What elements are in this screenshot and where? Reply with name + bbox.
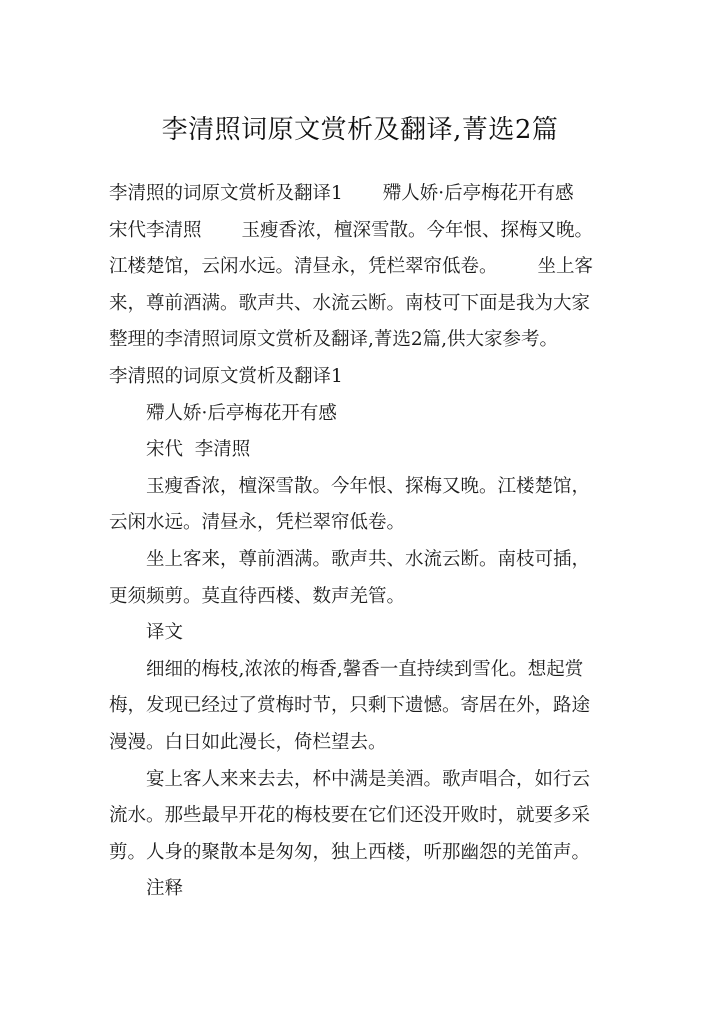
text-line: 流水。那些最早开花的梅枝要在它们还没开败时，就要多采 bbox=[109, 805, 591, 827]
text-line: 梅，发现已经过了赏梅时节，只剩下遗憾。寄居在外，路途 bbox=[109, 695, 591, 717]
text-line: 宴上客人来来去去，杯中满是美酒。歌声唱合，如行云 bbox=[146, 768, 591, 790]
text-line bbox=[109, 213, 614, 250]
section-heading: 注释 bbox=[146, 878, 184, 900]
text-line bbox=[109, 249, 614, 286]
text-line: 宋代 李清照 bbox=[146, 439, 251, 461]
text-segment: 玉瘦香浓，檀深雪散。今年恨、探梅又晚。 bbox=[241, 219, 594, 241]
section-heading: 译文 bbox=[146, 622, 184, 644]
text-line: 更须频剪。莫直待西楼、数声羌管。 bbox=[109, 585, 406, 607]
document-body bbox=[109, 176, 614, 908]
document-title: 李清照词原文赏析及翻译,菁选2篇 bbox=[161, 115, 559, 145]
text-line: 云闲水远。清昼永，凭栏翠帘低卷。 bbox=[109, 512, 406, 534]
text-segment: 殢人娇·后亭梅花开有感 bbox=[382, 183, 574, 204]
text-line: 玉瘦香浓，檀深雪散。今年恨、探梅又晚。江楼楚馆， bbox=[146, 475, 591, 497]
text-line: 殢人娇·后亭梅花开有感 bbox=[146, 402, 337, 424]
text-segment: 坐上客 bbox=[537, 256, 594, 278]
text-segment: 宋代李清照 bbox=[109, 219, 202, 241]
text-line: 剪。人身的聚散本是匆匆，独上西楼，听那幽怨的羌笛声。 bbox=[109, 841, 591, 863]
text-line bbox=[109, 176, 614, 213]
text-line: 来，尊前酒满。歌声共、水流云断。南枝可下面是我为大家 bbox=[109, 292, 591, 314]
text-segment: 江楼楚馆，云闲水远。清昼永，凭栏翠帘低卷。 bbox=[109, 256, 498, 278]
text-line: 坐上客来，尊前酒满。歌声共、水流云断。南枝可插， bbox=[146, 548, 591, 570]
text-line: 细细的梅枝,浓浓的梅香,馨香一直持续到雪化。想起赏 bbox=[146, 658, 584, 680]
text-line: 李清照的词原文赏析及翻译1 bbox=[109, 365, 343, 387]
text-line: 漫漫。白日如此漫长，倚栏望去。 bbox=[109, 731, 387, 753]
text-line: 整理的李清照词原文赏析及翻译,菁选2篇,供大家参考。 bbox=[109, 329, 559, 351]
text-segment: 李清照的词原文赏析及翻译1 bbox=[109, 183, 343, 204]
